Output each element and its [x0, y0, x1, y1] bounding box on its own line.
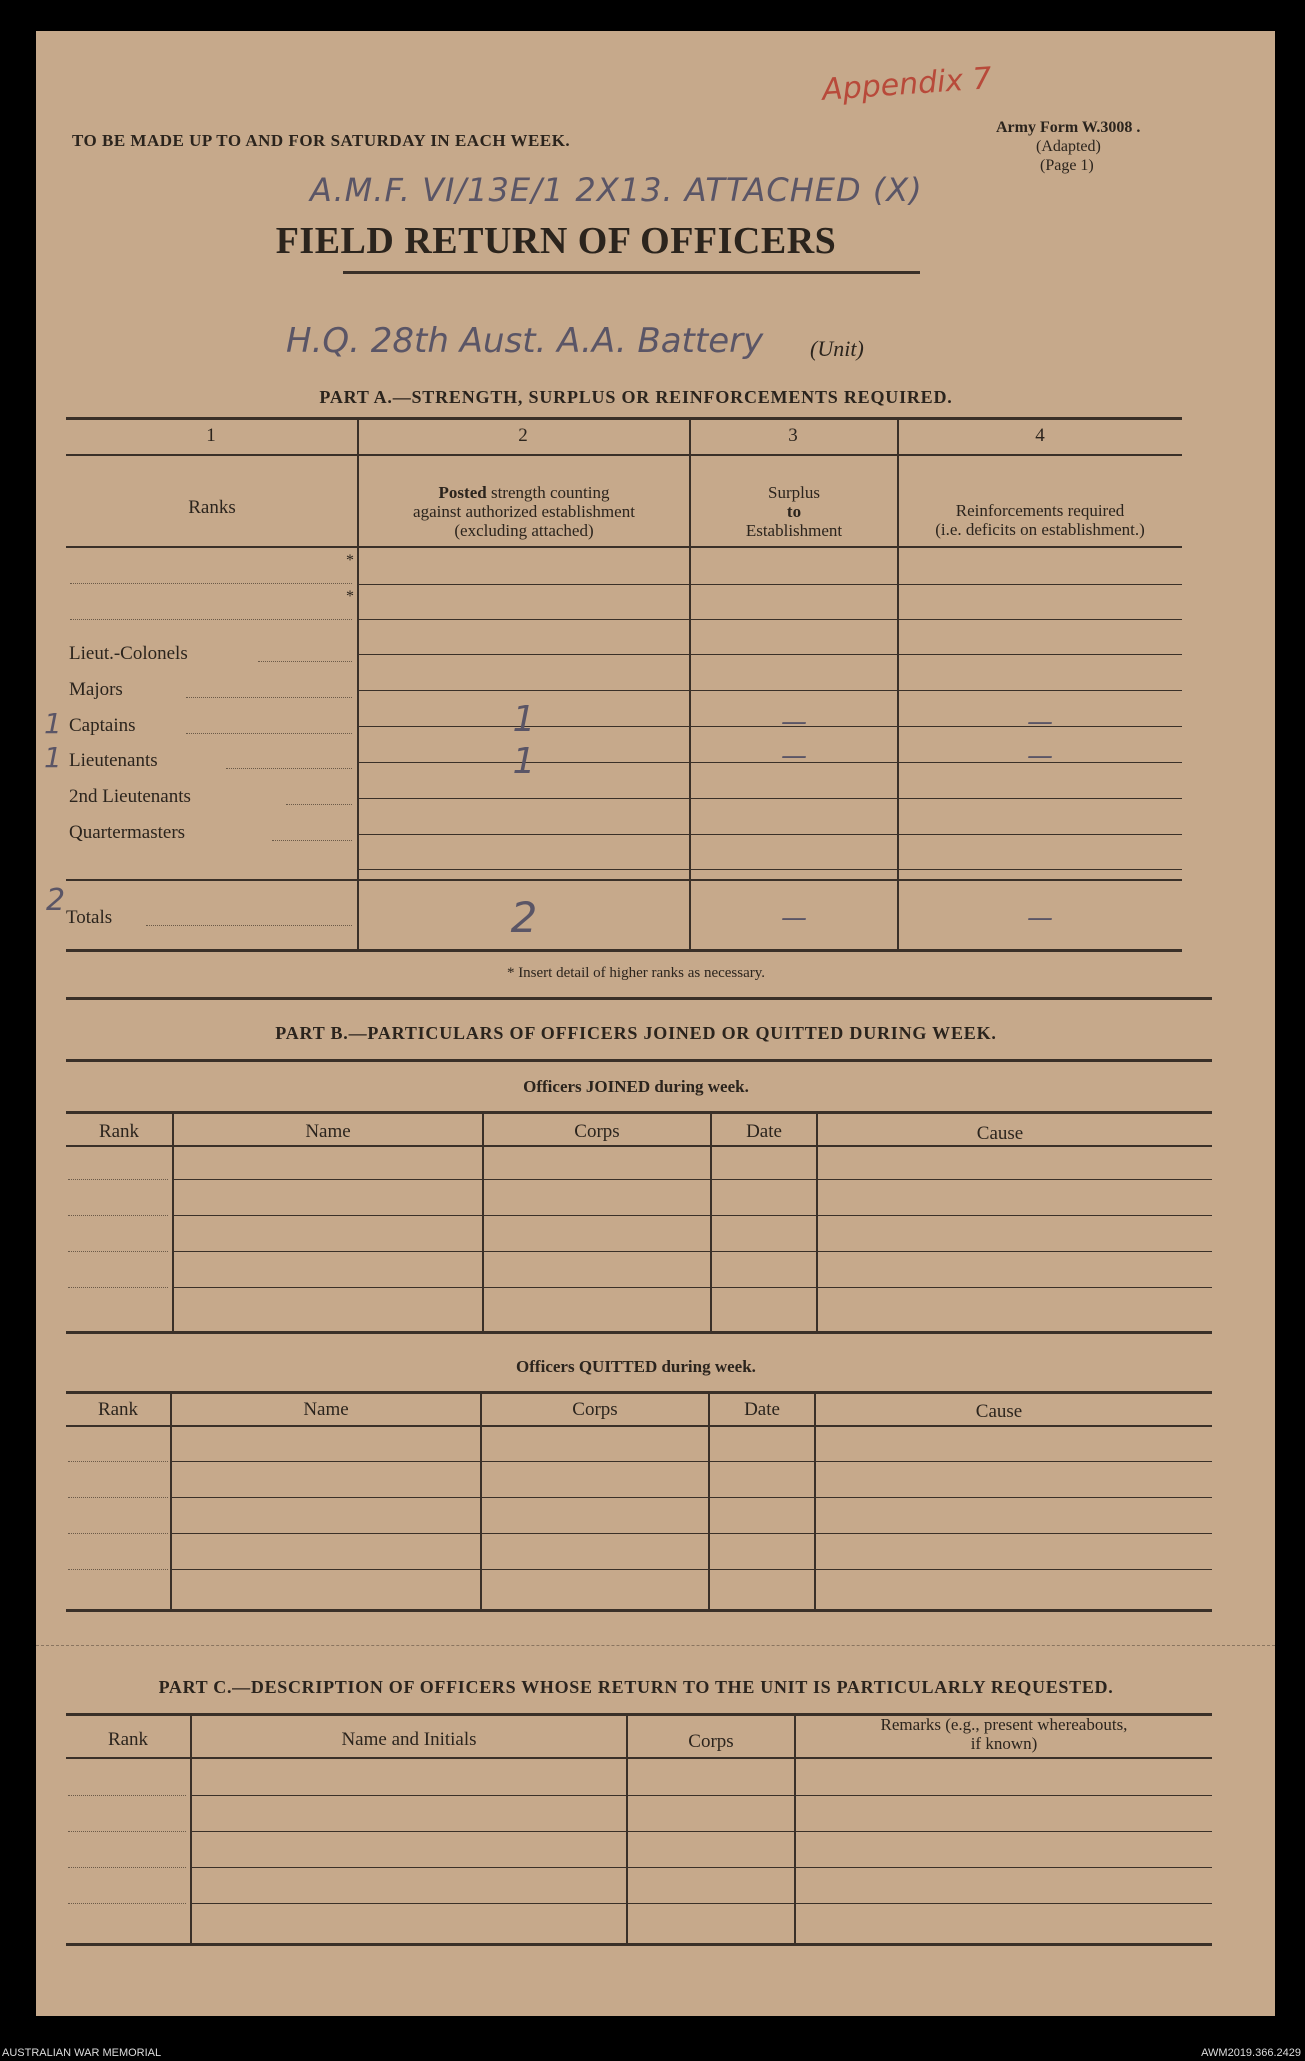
star-marker: *: [346, 588, 354, 605]
rank-row-label: Quartermasters: [69, 822, 186, 843]
partc-col-corps: Corps: [688, 1731, 734, 1752]
col-number-2: 2: [518, 425, 528, 446]
part-b-heading: PART B.—PARTICULARS OF OFFICERS JOINED OR QUITTED DURING WEEK.: [275, 1023, 997, 1043]
lieutenants-surplus: —: [781, 741, 807, 771]
totals-reinforcements: —: [1027, 903, 1053, 933]
rank-row-label: Majors: [69, 679, 123, 700]
quitted-col-date: Date: [744, 1399, 780, 1420]
surplus-header: Surplus to Establishment: [745, 483, 843, 540]
instruction-text: TO BE MADE UP TO AND FOR SATURDAY IN EACH WEEK.: [72, 131, 571, 150]
part-a-footnote: * Insert detail of higher ranks as necessary.: [506, 965, 766, 981]
part-a-heading: PART A.—STRENGTH, SURPLUS OR REINFORCEMENTS REQUIRED.: [319, 387, 953, 407]
partc-col-remarks: Remarks (e.g., present whereabouts, if known): [880, 1715, 1128, 1753]
part-c-heading: PART C.—DESCRIPTION OF OFFICERS WHOSE RETURN TO THE UNIT IS PARTICULARLY REQUESTED.: [158, 1677, 1114, 1697]
lieutenants-reinforcements: —: [1027, 741, 1053, 771]
totals-label: Totals: [66, 907, 113, 928]
joined-col-name: Name: [305, 1121, 351, 1142]
totals-surplus: —: [781, 903, 807, 933]
joined-col-corps: Corps: [574, 1121, 620, 1142]
captains-posted: 1: [512, 699, 536, 740]
rank-row-label: 2nd Lieutenants: [69, 786, 191, 807]
joined-col-rank: Rank: [98, 1121, 140, 1142]
quitted-col-rank: Rank: [97, 1399, 139, 1420]
form-sheet: [36, 31, 1275, 2016]
ranks-header: Ranks: [188, 497, 236, 518]
quitted-col-name: Name: [303, 1399, 349, 1420]
unit-label: (Unit): [810, 336, 864, 361]
reference-handwritten: A.M.F. VI/13E/1 2X13. ATTACHED (X): [310, 171, 923, 209]
rank-row-label: Lieut.-Colonels: [69, 643, 188, 664]
quitted-col-cause: Cause: [975, 1401, 1023, 1422]
appendix-note: Appendix 7: [820, 61, 993, 108]
form-page: (Page 1): [1040, 157, 1094, 174]
rank-row-label: Lieutenants: [69, 750, 158, 771]
reinforcements-header: Reinforcements required (i.e. deficits on establishment.): [935, 501, 1145, 539]
joined-col-cause: Cause: [976, 1123, 1024, 1144]
margin-tally: 1: [44, 707, 62, 740]
quitted-title: Officers QUITTED during week.: [516, 1357, 756, 1376]
rank-row-label: Captains: [69, 715, 136, 736]
col-number-4: 4: [1035, 425, 1045, 446]
form-id: Army Form W.3008 .: [996, 119, 1141, 136]
partc-col-name: Name and Initials: [341, 1729, 477, 1750]
lieutenants-posted: 1: [512, 741, 536, 782]
joined-title: Officers JOINED during week.: [523, 1077, 749, 1096]
star-marker: *: [346, 552, 354, 569]
unit-handwritten: H.Q. 28th Aust. A.A. Battery: [286, 321, 764, 361]
joined-col-date: Date: [746, 1121, 782, 1142]
footer-left: AUSTRALIAN WAR MEMORIAL: [2, 2047, 162, 2059]
totals-posted: 2: [510, 893, 538, 942]
footer-right: AWM2019.366.2429: [1201, 2047, 1301, 2059]
form-adapted: (Adapted): [1036, 138, 1101, 155]
partc-col-rank: Rank: [107, 1729, 149, 1750]
quitted-col-corps: Corps: [572, 1399, 618, 1420]
col-number-3: 3: [788, 425, 798, 446]
captains-reinforcements: —: [1027, 707, 1053, 737]
posted-header: Posted strength counting against authorized establishment (excluding attached): [413, 483, 635, 540]
col-number-1: 1: [206, 425, 216, 446]
totals-margin: 2: [46, 883, 66, 918]
margin-tally: 1: [44, 741, 62, 774]
captains-surplus: —: [781, 707, 807, 737]
form-title: FIELD RETURN OF OFFICERS: [275, 220, 837, 262]
